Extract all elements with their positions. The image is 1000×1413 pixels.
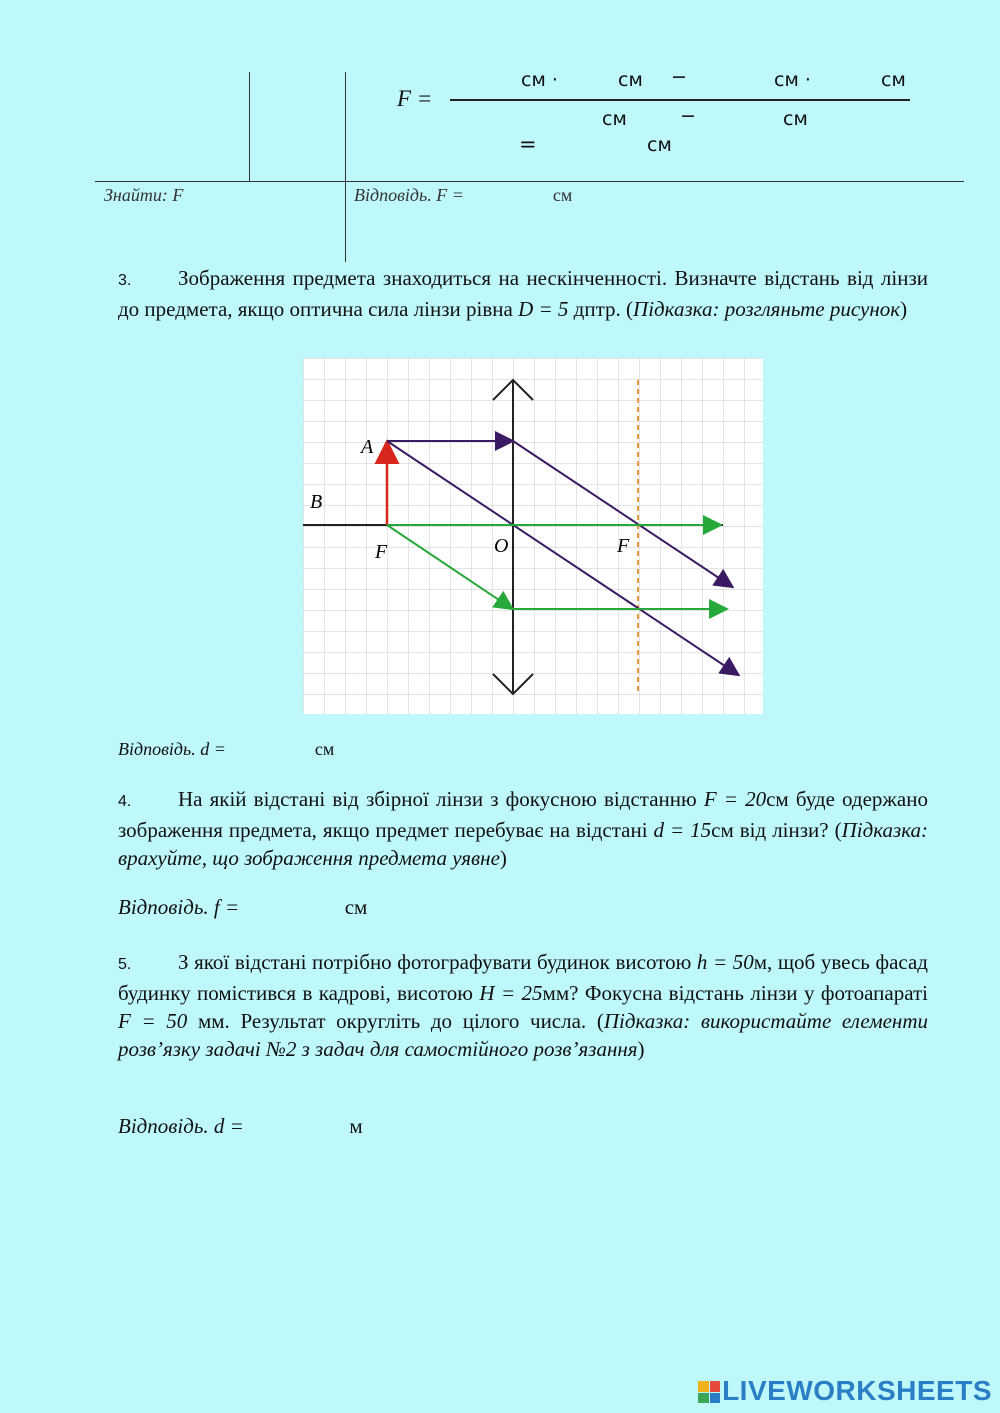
task5-math3: F = 50 xyxy=(118,1009,188,1033)
numerator-unit-1: см · xyxy=(521,69,558,91)
numerator-blank-3[interactable] xyxy=(815,68,875,92)
numerator-minus: − xyxy=(671,66,687,88)
formula-lhs: F = xyxy=(397,86,433,111)
task4-math1: F = 20 xyxy=(703,787,767,811)
numerator-unit-2: см xyxy=(618,69,643,91)
table-divider-1 xyxy=(249,72,250,182)
liveworksheets-logo-icon xyxy=(698,1381,720,1403)
numerator-blank-1[interactable] xyxy=(560,68,612,92)
result-equals: = xyxy=(519,132,537,156)
task5-math2: H = 25 xyxy=(479,981,543,1005)
task3-answer-input[interactable] xyxy=(230,740,310,762)
task3-text-b: дптр. ( xyxy=(568,297,634,321)
task4-text-d: ) xyxy=(499,846,507,870)
label-f-right: F xyxy=(617,535,630,557)
task5-answer xyxy=(118,1114,363,1139)
lens-diagram xyxy=(303,358,763,714)
task4-answer-var: f = xyxy=(213,895,240,919)
task4-text-c: см від лінзи? ( xyxy=(711,818,842,842)
task4-answer xyxy=(118,895,367,920)
task5-text-d: мм. Результат округліть до цілого числа. ( xyxy=(187,1009,604,1033)
task5-number: 5. xyxy=(118,956,132,973)
label-b: B xyxy=(310,491,323,513)
task5-answer-input[interactable] xyxy=(249,1117,344,1139)
task5-answer-label: Відповідь. xyxy=(118,1114,209,1138)
task3-answer-unit: см xyxy=(314,739,335,759)
numerator-unit-3: см · xyxy=(774,69,811,91)
denominator-blank-1[interactable] xyxy=(540,108,598,132)
task4-answer-label: Відповідь. xyxy=(118,895,209,919)
denominator-blank-2[interactable] xyxy=(710,108,776,132)
numerator-unit-4: см xyxy=(881,69,906,91)
task5-hint: Підказка: використайте елементи розв’язку задачі №2 з задач для самостійного розв’язання xyxy=(118,1009,928,1061)
table-answer-unit: см xyxy=(552,185,573,205)
task3-hint: Підказка: розгляньте рисунок xyxy=(633,297,901,321)
lens-diagram-svg xyxy=(303,358,763,714)
task4-hint: Підказка: врахуйте, що зображення предмета уявне xyxy=(118,818,928,870)
task5-answer-unit: м xyxy=(349,1114,363,1138)
label-f-left: F xyxy=(375,541,388,563)
task3-answer-var: d = xyxy=(200,739,226,759)
task4-answer-unit: см xyxy=(344,895,368,919)
table-answer xyxy=(354,185,572,206)
task3-answer xyxy=(118,739,334,762)
task5-math1: h = 50 xyxy=(696,950,754,974)
table-answer-label: Відповідь. xyxy=(354,185,432,205)
find-label: Знайти: F xyxy=(104,185,184,205)
fraction-bar xyxy=(450,99,910,101)
task5-text-c: мм? Фокусна відстань лінзи у фотоапараті xyxy=(542,981,928,1005)
task4-text-b: см буде одержано зображення предмета, якщо предмет перебуває на відстані xyxy=(118,787,928,842)
task4-text-a: На якій відстані від збірної лінзи з фокусною відстанню xyxy=(178,787,704,811)
denominator-unit-1: см xyxy=(602,108,627,130)
task5-text-a: З якої відстані потрібно фотографувати будинок висотою xyxy=(178,950,697,974)
table-divider-2 xyxy=(345,72,346,262)
result-unit: см xyxy=(647,134,672,156)
task3-number: 3. xyxy=(118,272,132,289)
denominator-minus: − xyxy=(680,105,696,127)
denominator-unit-2: см xyxy=(783,108,808,130)
task4-math2: d = 15 xyxy=(653,818,712,842)
task3-math: D = 5 xyxy=(518,297,569,321)
table-answer-var: F = xyxy=(436,185,464,205)
task3-answer-label: Відповідь. xyxy=(118,739,196,759)
task3-text xyxy=(118,264,928,323)
result-blank[interactable] xyxy=(550,133,640,157)
task3-text-a: Зображення предмета знаходиться на нескінченності. Визначте відстань від лінзи до предмета, якщо оптична сила лінзи рівна xyxy=(118,266,928,321)
task5-answer-var: d = xyxy=(213,1114,244,1138)
task5-text-e: ) xyxy=(637,1037,645,1061)
label-a: A xyxy=(361,436,374,458)
task4-answer-input[interactable] xyxy=(244,898,339,920)
task5-text xyxy=(118,948,928,1063)
task4-number: 4. xyxy=(118,793,132,810)
task4-text xyxy=(118,785,928,872)
diagram-grid xyxy=(303,358,763,714)
label-o: O xyxy=(494,535,509,557)
numerator-blank-2[interactable] xyxy=(700,68,768,92)
table-row-line xyxy=(95,181,964,182)
task3-text-c: ) xyxy=(900,297,908,321)
task5-text-b: м, щоб увесь фасад будинку помістився в кадрові, висотою xyxy=(118,950,928,1005)
liveworksheets-logo[interactable]: LIVEWORKSHEETS xyxy=(722,1375,992,1406)
